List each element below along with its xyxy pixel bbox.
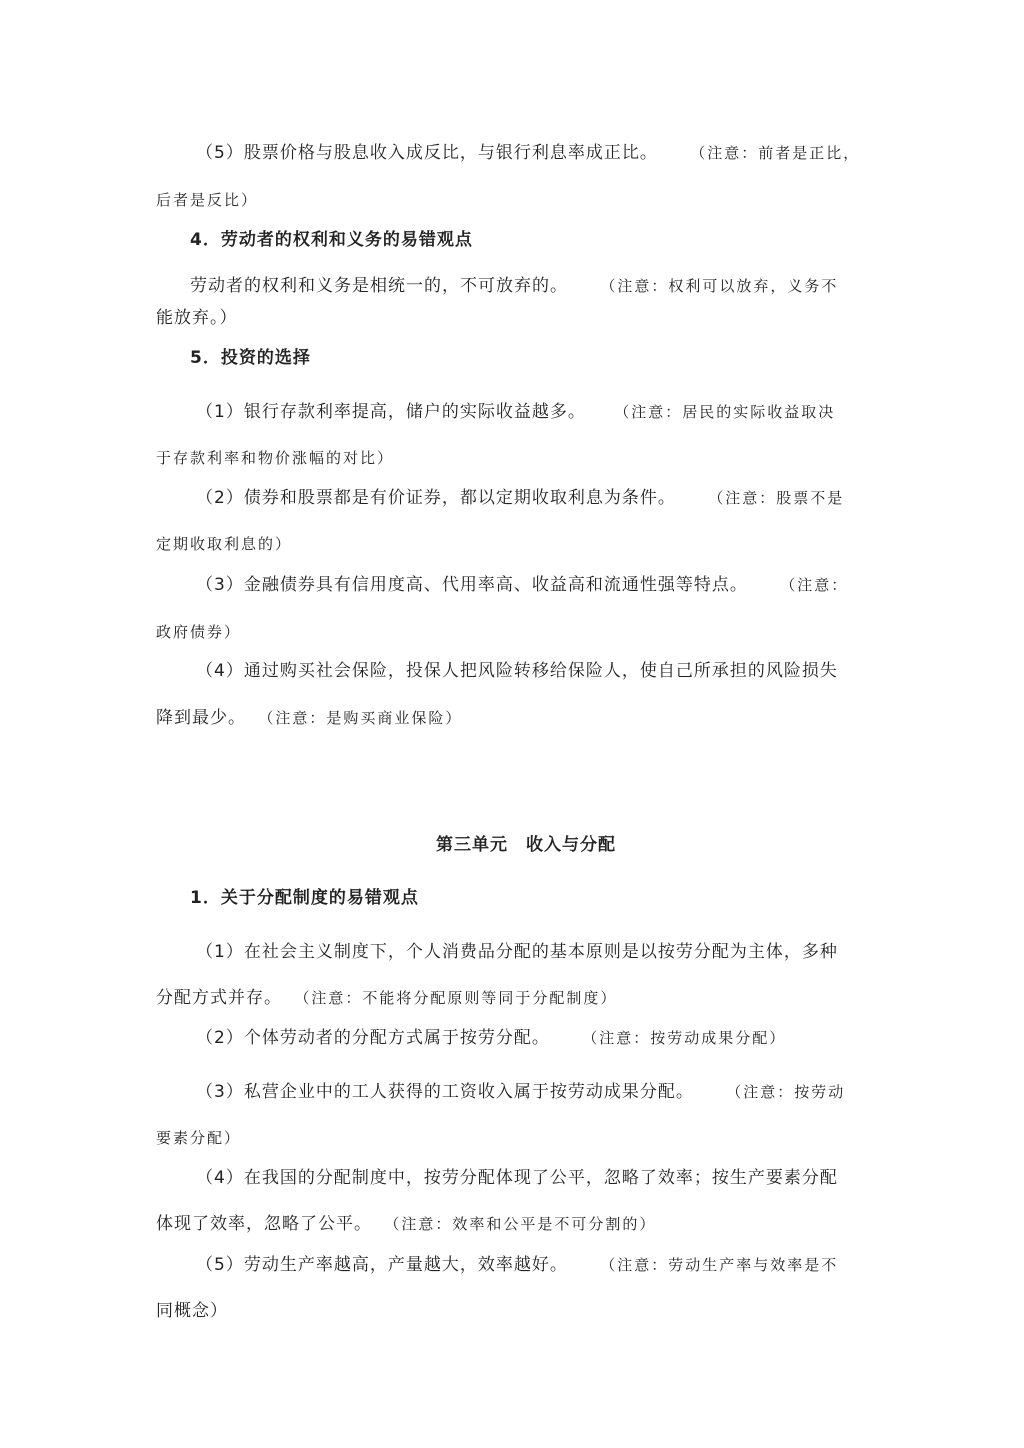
paragraph-line: （4）通过购买社会保险，投保人把风险转移给保险人，使自己所承担的风险损失 — [196, 661, 838, 681]
item-note: （注意：按劳动成果分配） — [582, 1029, 787, 1047]
item-note: （注意：前者是正比， — [690, 144, 861, 162]
paragraph-line — [156, 706, 462, 730]
paragraph-line — [190, 274, 838, 298]
item-text: 体现了效率，忽略了公平。 — [156, 1214, 372, 1234]
paragraph-line — [196, 573, 848, 597]
item-text: 劳动者的权利和义务是相统一的，不可放弃的。 — [190, 276, 568, 296]
item-text: （2）个体劳动者的分配方式属于按劳分配。 — [196, 1028, 550, 1048]
paragraph-line — [196, 486, 844, 510]
item-text: 降到最少。 — [156, 708, 246, 728]
paragraph-line — [156, 986, 617, 1010]
paragraph-line — [196, 1026, 786, 1050]
section-heading: 1．关于分配制度的易错观点 — [190, 888, 419, 908]
item-text: 分配方式并存。 — [156, 988, 282, 1008]
item-note: （注意：权利可以放弃，义务不 — [600, 277, 839, 295]
item-note-continuation: 要素分配） — [156, 1129, 242, 1147]
unit-title: 第三单元 收入与分配 — [436, 835, 616, 855]
item-text: （1）银行存款利率提高，储户的实际收益越多。 — [196, 402, 586, 422]
item-note: （注意：是购买商业保险） — [258, 709, 463, 727]
item-text: （3）私营企业中的工人获得的工资收入属于按劳动成果分配。 — [196, 1082, 694, 1102]
paragraph-line — [196, 141, 860, 165]
item-text: （3）金融债券具有信用度高、代用率高、收益高和流通性强等特点。 — [196, 575, 748, 595]
paragraph-line — [196, 400, 835, 424]
item-note: （注意： — [780, 576, 849, 594]
paragraph-line — [156, 1212, 656, 1236]
item-note-continuation: 政府债券） — [156, 623, 242, 641]
item-note-continuation: 能放弃。） — [156, 308, 238, 328]
item-text: （5）股票价格与股息收入成反比，与银行利息率成正比。 — [196, 143, 658, 163]
item-text: （2）债券和股票都是有价证券，都以定期收取利息为条件。 — [196, 488, 676, 508]
item-note: （注意：效率和公平是不可分割的） — [384, 1215, 657, 1233]
section-heading: 4．劳动者的权利和义务的易错观点 — [190, 230, 473, 250]
paragraph-line — [196, 1253, 838, 1277]
paragraph-line — [196, 1080, 845, 1104]
paragraph-line: 同概念） — [156, 1301, 228, 1321]
paragraph-line: （4）在我国的分配制度中，按劳分配体现了公平，忽略了效率；按生产要素分配 — [196, 1168, 838, 1188]
item-note-continuation: 于存款利率和物价涨幅的对比） — [156, 449, 395, 467]
item-note: （注意：居民的实际收益取决 — [614, 403, 836, 421]
item-text: （5）劳动生产率越高，产量越大，效率越好。 — [196, 1255, 568, 1275]
paragraph-line: （1）在社会主义制度下，个人消费品分配的基本原则是以按劳分配为主体，多种 — [196, 942, 838, 962]
item-note: （注意：不能将分配原则等同于分配制度） — [294, 989, 618, 1007]
item-note: （注意：劳动生产率与效率是不 — [600, 1256, 839, 1274]
item-note: （注意：股票不是 — [708, 489, 845, 507]
item-note-continuation: 定期收取利息的） — [156, 535, 293, 553]
item-note: （注意：按劳动 — [726, 1083, 846, 1101]
section-heading: 5．投资的选择 — [190, 348, 311, 368]
item-note-continuation: 后者是反比） — [156, 191, 259, 209]
